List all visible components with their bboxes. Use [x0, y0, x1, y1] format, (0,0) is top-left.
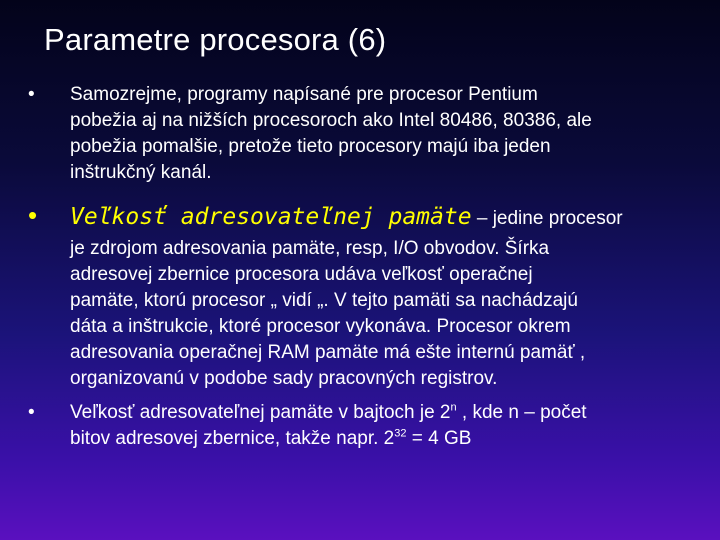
bullet-item-1 [28, 82, 688, 186]
bullet-1-line-3: pobežia pomalšie, pretože tieto procesory majú iba jeden [70, 136, 551, 157]
slide-title: Parametre procesora (6) [44, 22, 387, 57]
bullet-marker: • [28, 200, 38, 230]
bullet-item-2 [28, 200, 688, 392]
bullet-3-line-2-text: bitov adresovej zbernice, takže napr. 2 [70, 428, 395, 449]
bullet-marker: • [28, 84, 35, 105]
bullet-2-line-7: organizovanú v podobe sady pracovných registrov. [70, 368, 498, 389]
slide-content [28, 82, 688, 452]
bullet-2-line-2: je zdrojom adresovania pamäte, resp, I/O obvodov. Šírka [70, 238, 550, 259]
bullet-3-line-1-tail: , kde n – počet [456, 402, 587, 423]
exponent-n: n [450, 401, 457, 414]
bullet-1-line-1: Samozrejme, programy napísané pre procesor Pentium [70, 84, 538, 105]
bullet-3-line-1 [70, 400, 688, 426]
bullet-2-line-4: pamäte, ktorú procesor „ vidí „. V tejto pamäti sa nachádzajú [70, 290, 578, 311]
bullet-3-line-2-tail: = 4 GB [406, 428, 472, 449]
bullet-2-line-5: dáta a inštrukcie, ktoré procesor vykonáva. Procesor okrem [70, 316, 571, 337]
emphasis-heading: Veľkosť adresovateľnej pamäte [70, 204, 472, 230]
bullet-1-line-4: inštrukčný kanál. [70, 162, 212, 183]
bullet-2-line-3: adresovej zbernice procesora udáva veľkosť operačnej [70, 264, 533, 285]
bullet-2-line-6: adresovania operačnej RAM pamäte má ešte internú pamäť , [70, 342, 586, 363]
exponent-32: 32 [394, 427, 407, 440]
bullet-3-line-1-text: Veľkosť adresovateľnej pamäte v bajtoch je 2 [70, 402, 451, 423]
bullet-2-line-1 [70, 200, 688, 236]
bullet-2-line-1-rest: – jedine procesor [471, 208, 623, 229]
bullet-marker: • [28, 402, 35, 423]
bullet-1-line-2: pobežia aj na nižších procesoroch ako Intel 80486, 80386, ale [70, 110, 592, 131]
bullet-item-3 [28, 400, 688, 452]
bullet-3-line-2 [70, 426, 688, 452]
